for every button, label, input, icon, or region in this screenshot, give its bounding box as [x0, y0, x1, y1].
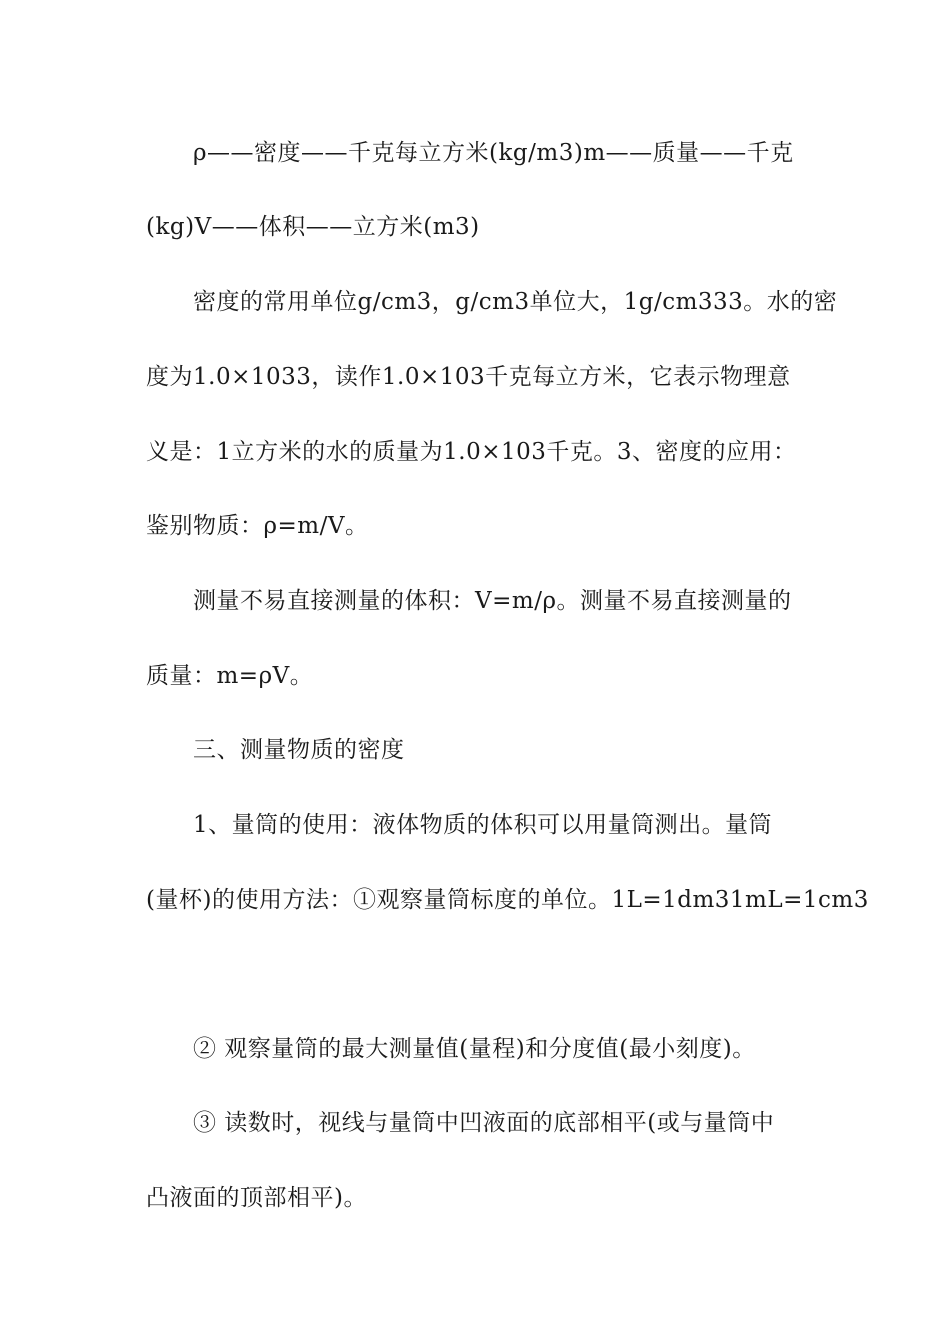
text-line-4: 度为1.0×1033，读作1.0×103千克每立方米，它表示物理意 [146, 364, 791, 390]
text-line-14: 凸液面的顶部相平)。 [146, 1185, 367, 1211]
section-heading: 三、测量物质的密度 [193, 737, 405, 763]
text-line-3: 密度的常用单位g/cm3，g/cm3单位大，1g/cm333。水的密 [193, 289, 838, 315]
text-line-10: 1、量筒的使用：液体物质的体积可以用量筒测出。量筒 [193, 812, 773, 838]
text-line-6: 鉴别物质：ρ=m/V。 [146, 513, 369, 539]
text-line-12: ② 观察量筒的最大测量值(量程)和分度值(最小刻度)。 [193, 1036, 756, 1062]
text-line-7: 测量不易直接测量的体积：V=m/ρ。测量不易直接测量的 [193, 588, 792, 614]
text-line-11: (量杯)的使用方法：①观察量筒标度的单位。1L=1dm31mL=1cm3 [146, 887, 869, 913]
text-line-5: 义是：1立方米的水的质量为1.0×103千克。3、密度的应用： [146, 439, 797, 465]
text-line-13: ③ 读数时，视线与量筒中凹液面的底部相平(或与量筒中 [193, 1110, 775, 1136]
text-line-8: 质量：m=ρV。 [146, 663, 314, 689]
text-line-1: ρ——密度——千克每立方米(kg/m3)m——质量——千克 [193, 140, 794, 166]
text-line-2: (kg)V——体积——立方米(m3) [146, 214, 480, 240]
